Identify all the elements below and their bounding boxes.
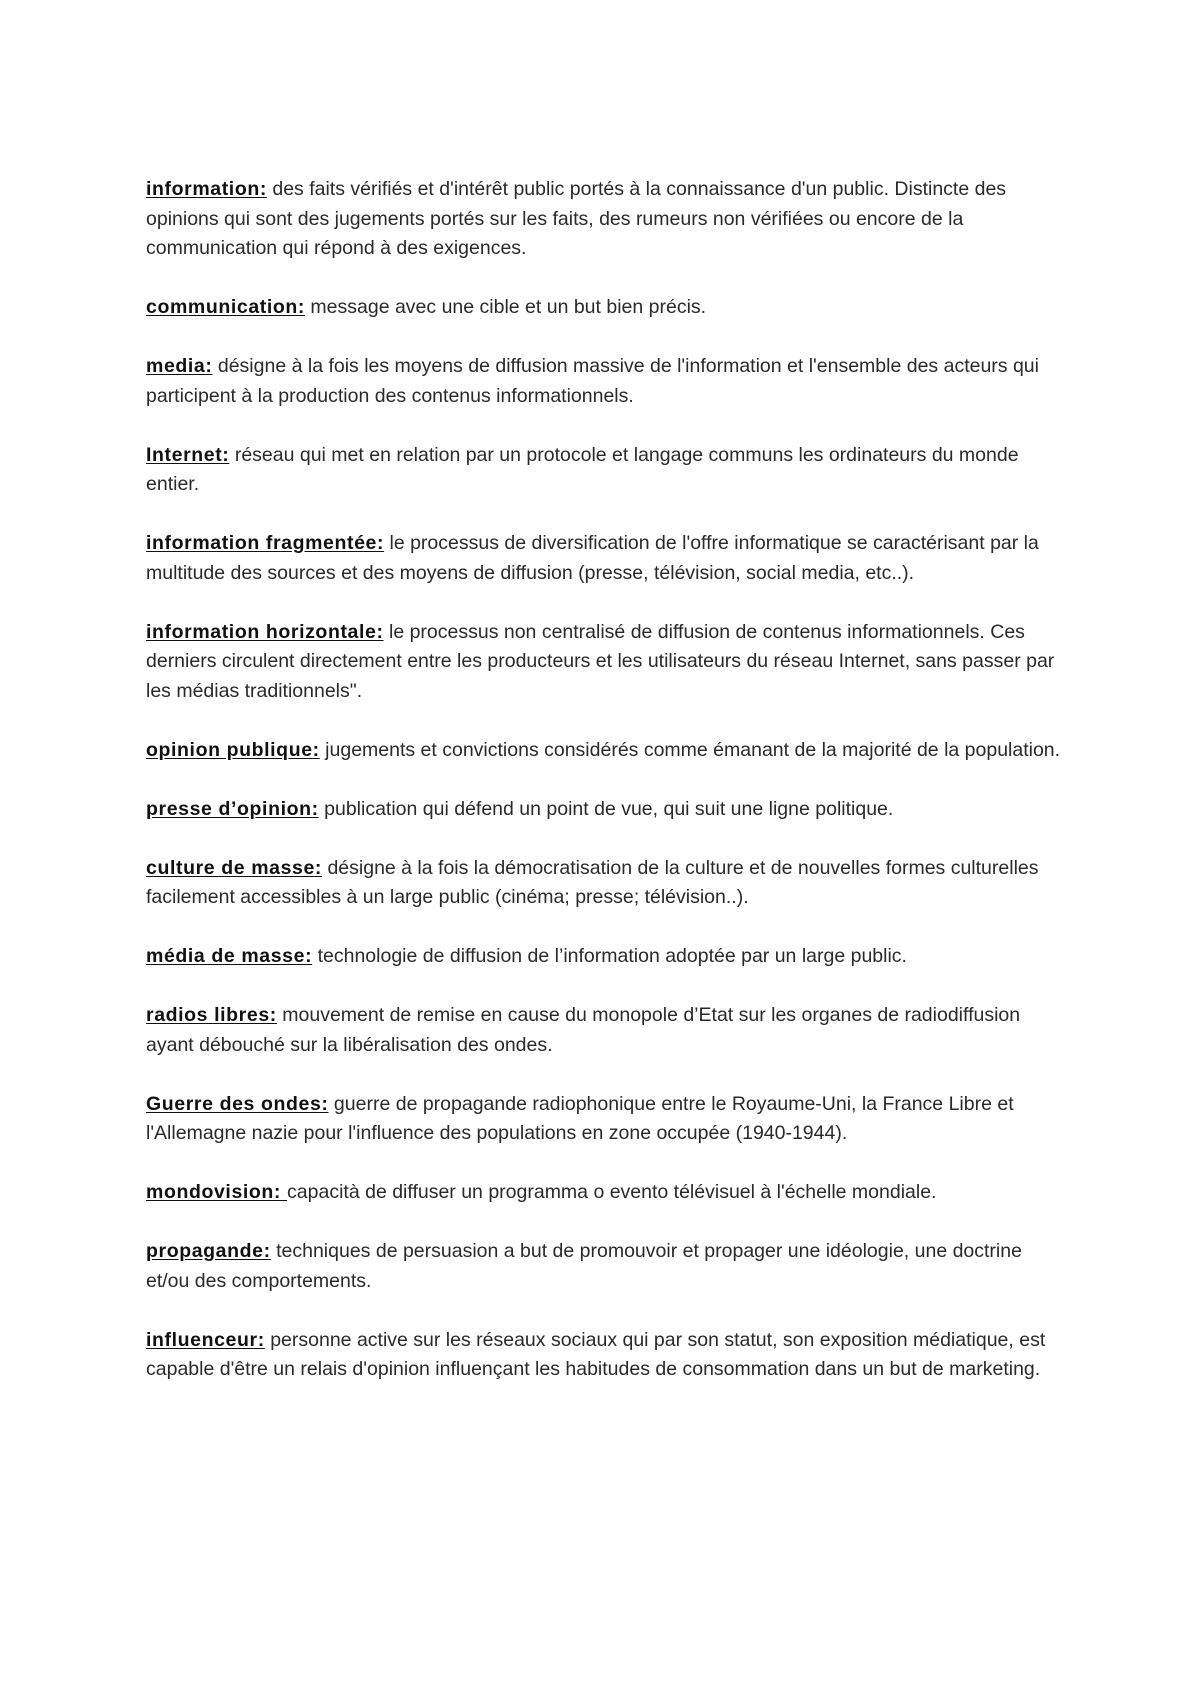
glossary-entry-information-horizontale: [146, 618, 1066, 707]
glossary-entry-media: [146, 352, 1066, 411]
term-presse-opinion: presse d’opinion:: [146, 797, 319, 820]
glossary-entry-internet: [146, 441, 1066, 500]
term-culture-de-masse: culture de masse:: [146, 856, 323, 879]
definition-propagande: techniques de persuasion a but de promouvoir et propager une idéologie, une doctrine et/ou des comportements.: [146, 1240, 1022, 1292]
definition-internet: réseau qui met en relation par un protocole et langage communs les ordinateurs du monde entier.: [146, 443, 1019, 495]
term-opinion-publique: opinion publique:: [146, 738, 320, 761]
definition-opinion-publique: jugements et convictions considérés comme émanant de la majorité de la population.: [319, 738, 1061, 761]
term-media-de-masse: média de masse:: [146, 945, 313, 967]
glossary-entry-influenceur: [146, 1326, 1066, 1385]
term-information: information:: [146, 178, 267, 200]
term-communication: communication:: [146, 296, 305, 318]
term-propagande: propagande:: [146, 1240, 271, 1262]
definition-information: des faits vérifiés et d'intérêt public portés à la connaissance d'un public. Distincte des opinions qui sont des jugements portés sur les faits, des rumeurs non vérifiées ou encore de la communication qui répond à des exigences.: [146, 178, 1007, 259]
term-information-fragmentee: information fragmentée:: [146, 532, 385, 554]
glossary-entry-presse-opinion: [146, 795, 1066, 825]
definition-culture-de-masse: désigne à la fois la démocratisation de la culture et de nouvelles formes culturelles facilement accessibles à un large public (cinéma; presse; télévision..).: [146, 856, 1039, 908]
term-mondovision: mondovision:: [146, 1181, 288, 1203]
definition-communication: message avec une cible et un but bien précis.: [305, 296, 707, 318]
definition-information-fragmentee: le processus de diversification de l'offre informatique se caractérisant par la multitude des sources et des moyens de diffusion (presse, télévision, social media, etc..).: [146, 532, 1039, 584]
glossary-entry-guerre-des-ondes: [146, 1090, 1066, 1149]
glossary-entry-mondovision: [146, 1178, 1066, 1208]
definition-information-horizontale: le processus non centralisé de diffusion de contenus informationnels. Ces derniers circulent directement entre les producteurs et les utilisateurs du réseau Internet, sans passer par les médias traditionnels".: [146, 620, 1055, 702]
glossary-entry-opinion-publique: [146, 736, 1066, 766]
term-media: media:: [146, 355, 213, 377]
glossary-entry-communication: [146, 293, 1066, 323]
term-information-horizontale: information horizontale:: [146, 620, 384, 643]
definition-media: désigne à la fois les moyens de diffusion massive de l'information et l'ensemble des acteurs qui participent à la production des contenus informationnels.: [146, 355, 1039, 407]
term-internet: Internet:: [146, 443, 230, 466]
definition-media-de-masse: technologie de diffusion de l’information adoptée par un large public.: [312, 945, 907, 967]
term-influenceur: influenceur:: [146, 1328, 265, 1351]
definition-influenceur: personne active sur les réseaux sociaux qui par son statut, son exposition médiatique, est capable d'être un relais d'opinion influençant les habitudes de consommation dans un but de marketing.: [146, 1328, 1046, 1380]
term-radios-libres: radios libres:: [146, 1004, 277, 1026]
definition-presse-opinion: publication qui défend un point de vue, qui suit une ligne politique.: [318, 797, 894, 820]
glossary-entry-information: [146, 175, 1066, 264]
definition-radios-libres: mouvement de remise en cause du monopole d’Etat sur les organes de radiodiffusion ayant débouché sur la libéralisation des ondes.: [146, 1004, 1021, 1056]
glossary-entry-propagande: [146, 1237, 1066, 1296]
definition-mondovision: capacità de diffuser un programma o evento télévisuel à l'échelle mondiale.: [287, 1181, 937, 1203]
term-guerre-des-ondes: Guerre des ondes:: [146, 1092, 329, 1115]
definition-guerre-des-ondes: guerre de propagande radiophonique entre le Royaume-Uni, la France Libre et l'Allemagne nazie pour l'influence des populations en zone occupée (1940-1944).: [146, 1092, 1014, 1144]
glossary-entry-information-fragmentee: [146, 529, 1066, 588]
glossary-entry-radios-libres: [146, 1001, 1066, 1060]
glossary-entry-culture-de-masse: [146, 854, 1066, 913]
glossary-entry-media-de-masse: [146, 942, 1066, 972]
glossary-page: [146, 175, 1066, 1414]
